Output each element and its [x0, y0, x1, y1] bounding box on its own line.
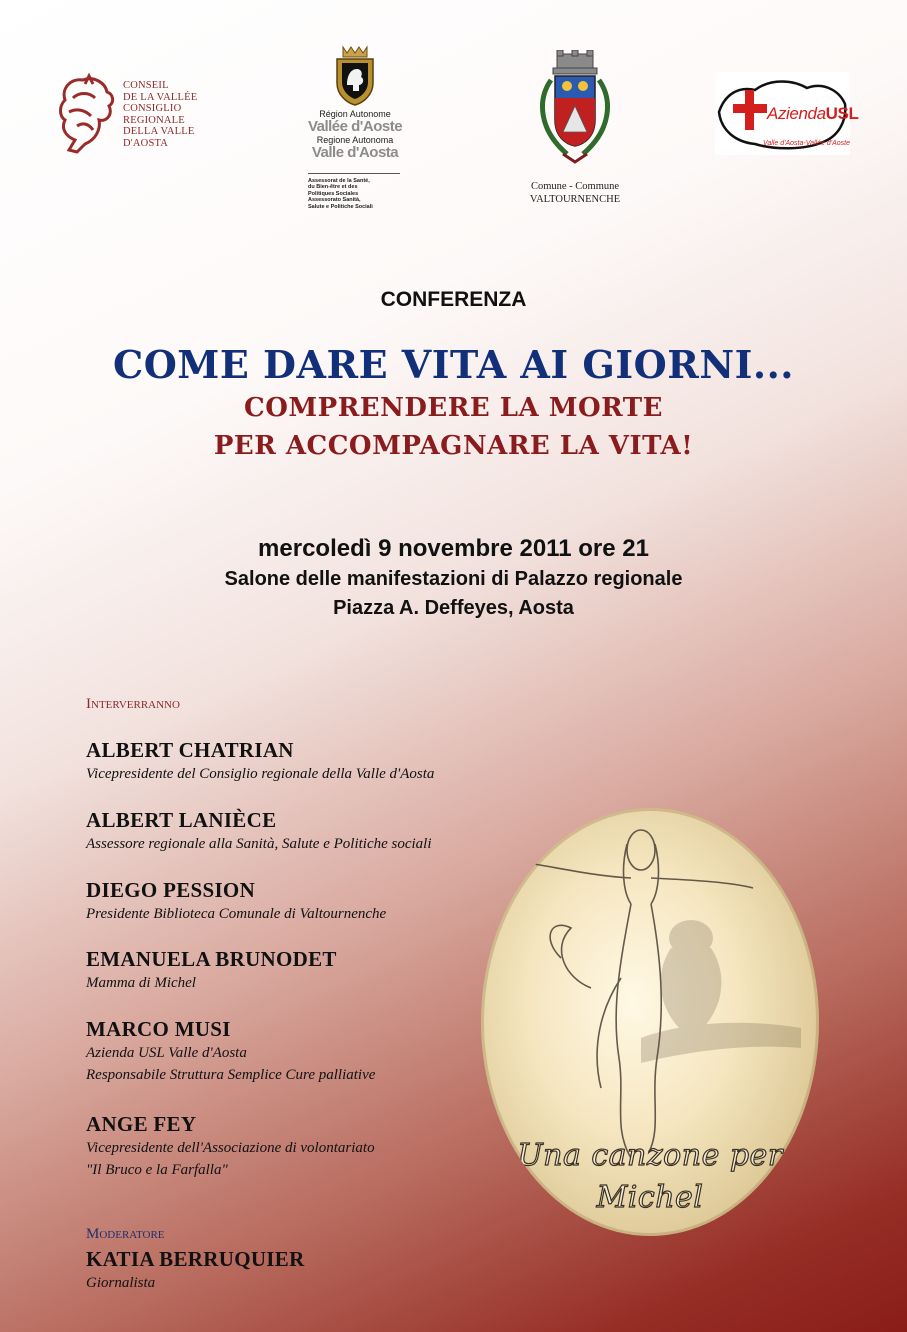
speaker-name: DIEGO PESSION — [86, 878, 256, 902]
comune-line: Comune - Commune — [530, 181, 620, 192]
region-name-it-small: Regione Autonoma — [316, 135, 394, 145]
speaker-name: ANGE FEY — [86, 1112, 197, 1136]
region-name-it: Valle d'Aosta — [311, 144, 399, 161]
council-line: DELLA VALLE — [123, 126, 195, 137]
usl-name-a: Azienda — [767, 104, 826, 123]
page-subtitle-line2: PER ACCOMPAGNARE LA VITA! — [213, 431, 694, 461]
council-line: DE LA VALLÉE — [123, 91, 198, 103]
speaker-role-extra: "Il Bruco e la Farfalla" — [86, 1162, 228, 1178]
page-title: COME DARE VITA AI GIORNI... — [112, 342, 795, 387]
region-department-line: Salute e Politiche Sociali — [308, 203, 373, 210]
usl-logo — [715, 72, 859, 155]
region-name-fr: Vallée d'Aoste — [307, 118, 403, 135]
medallion-title-line1: Una canzone per — [517, 1138, 783, 1173]
speaker-name: MARCO MUSI — [86, 1017, 231, 1041]
moderator-item — [86, 1247, 646, 1294]
event-date: mercoledì 9 novembre 2011 ore 21 — [258, 535, 649, 562]
region-department-line: Assessorat de la Santé, — [308, 178, 370, 184]
region-name-fr-small: Région Autonome — [319, 109, 391, 119]
council-logo — [55, 70, 205, 160]
region-department-line: Politiques Sociales — [308, 190, 359, 197]
council-line: D'AOSTA — [123, 137, 169, 149]
speaker-role: Assessore regionale alla Sanità, Salute e Politiche sociali — [86, 836, 432, 852]
region-logo — [300, 45, 410, 215]
region-department — [308, 173, 400, 210]
region-department-line: du Bien-être et des — [308, 184, 358, 191]
comune-name — [515, 180, 635, 206]
speaker-role: Azienda USL Valle d'Aosta — [86, 1045, 247, 1061]
speakers-label: Interverranno — [86, 696, 180, 712]
speaker-name: ALBERT LANIÈCE — [86, 808, 277, 832]
speaker-item — [86, 738, 646, 785]
council-line: CONSEIL — [123, 80, 169, 91]
region-shield-icon — [333, 45, 377, 107]
medallion-title-line2: Michel — [596, 1180, 704, 1215]
usl-subtitle: Valle d'Aosta-Vallée d'Aoste — [763, 140, 850, 147]
usl-name — [767, 104, 858, 124]
moderator-role: Giornalista — [86, 1275, 156, 1291]
event-venue: Salone delle manifestazioni di Palazzo regionale — [224, 568, 683, 590]
speaker-role-extra: Responsabile Struttura Semplice Cure palliative — [86, 1067, 376, 1083]
event-medallion — [481, 808, 819, 1236]
page-subtitle-line1: COMPRENDERE LA MORTE — [244, 393, 663, 423]
region-department-line: Assessorato Sanità, — [308, 197, 361, 204]
council-line: REGIONALE — [123, 114, 185, 126]
moderator-name: KATIA BERRUQUIER — [86, 1247, 305, 1271]
usl-name-b: USL — [825, 104, 859, 123]
speaker-role: Presidente Biblioteca Comunale di Valtournenche — [86, 906, 387, 922]
council-line: CONSIGLIO — [123, 103, 182, 114]
speaker-role: Vicepresidente del Consiglio regionale della Valle d'Aosta — [86, 766, 435, 782]
speaker-name: ALBERT CHATRIAN — [86, 738, 294, 762]
event-address: Piazza A. Deffeyes, Aosta — [333, 597, 574, 619]
lion-emblem-icon — [55, 70, 121, 156]
comune-logo — [515, 50, 635, 220]
council-name — [123, 80, 197, 149]
conference-kicker: CONFERENZA — [380, 288, 527, 311]
moderator-label: Moderatore — [86, 1226, 165, 1242]
speaker-role: Mamma di Michel — [86, 975, 196, 991]
comune-crest-icon — [527, 50, 623, 170]
speaker-name: EMANUELA BRUNODET — [86, 947, 337, 971]
comune-line: VALTOURNENCHE — [529, 194, 621, 205]
speaker-role: Vicepresidente dell'Associazione di volontariato — [86, 1140, 375, 1156]
